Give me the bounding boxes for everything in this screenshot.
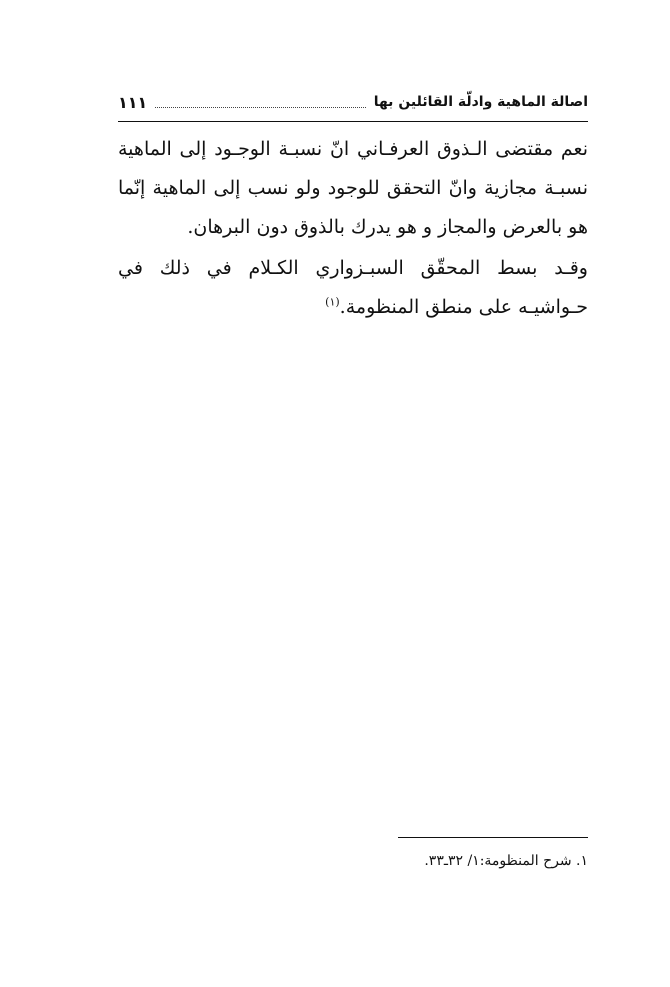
running-header	[118, 87, 588, 117]
paragraph-1	[118, 130, 588, 247]
paragraph-2-text: وقـد بسط المحقّق السبـزواري الكـلام في ذلك في حـواشيـه على منطق المنظومة.	[118, 257, 588, 318]
header-divider	[118, 121, 588, 122]
footnote-divider	[398, 837, 588, 838]
running-header-title: اصالة الماهية وادلّة القائلين بها	[373, 94, 588, 110]
footnote-reference-1[interactable]: (١)	[325, 295, 340, 309]
header-dot-leader	[155, 97, 365, 108]
page-number: ١١١	[118, 92, 148, 112]
main-text	[118, 130, 588, 327]
footnote-1: ١. شرح المنظومة:١/ ٣٢ـ٣٣.	[424, 853, 588, 869]
paragraph-1-text: نعم مقتضى الـذوق العرفـاني انّ نسبـة الوجـود إلى الماهية نسبـة مجازية وانّ التحقق للوجود ولو نسب إلى الماهية إنّما هو بالعرض والمجاز و هو يدرك بالذوق دون البرهان.	[118, 138, 588, 238]
paragraph-2	[118, 249, 588, 327]
